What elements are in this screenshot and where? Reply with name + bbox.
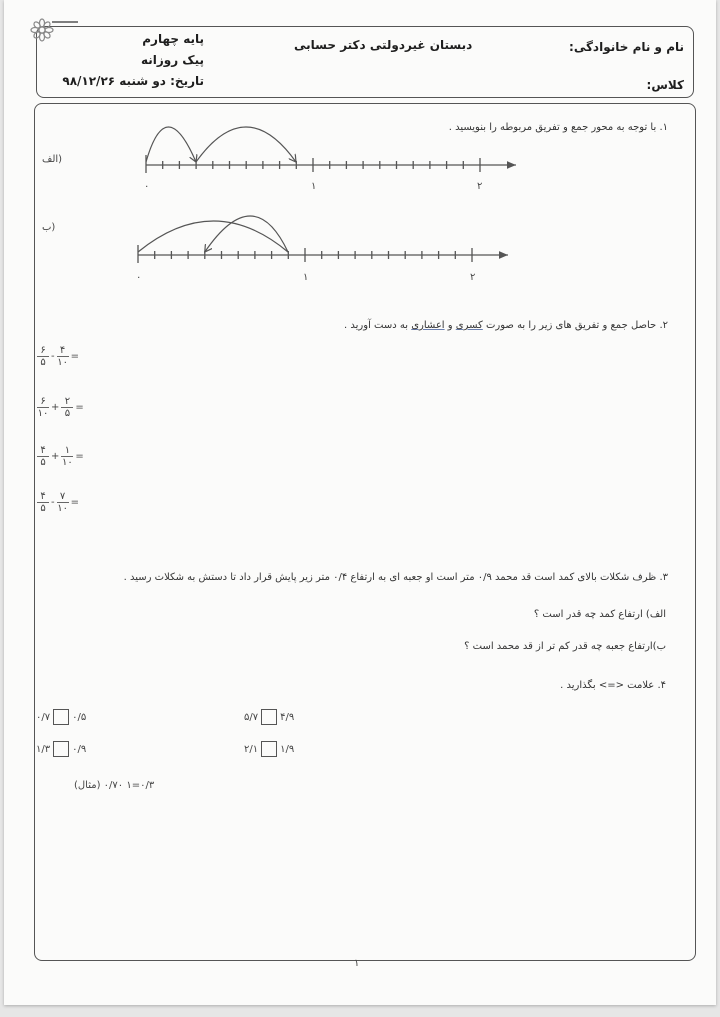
question-3-part-b: ب)ارتفاع جعبه چه قدر کم تر از قد محمد است ؟: [464, 641, 666, 652]
comparison-example: ۰/۳=۱ ۰/۷۰ (مثال): [74, 780, 155, 791]
numerator: ۶: [40, 396, 46, 407]
denominator: ۵: [40, 357, 46, 368]
comparison-value: ۰/۹: [72, 743, 87, 755]
exercise-1: [36, 345, 80, 368]
question-1-number: ۱.: [659, 122, 668, 133]
comparison-value: ۵/۷: [244, 711, 259, 723]
answer-box[interactable]: [261, 709, 277, 725]
numerator: ۶: [40, 345, 46, 356]
comparison-value: ۲/۱: [244, 743, 259, 755]
question-4-number: ۴.: [657, 680, 666, 691]
axis-b-label-2: ۲: [470, 272, 476, 283]
denominator: ۵: [64, 408, 71, 419]
axis-b-label-1: ۱: [303, 272, 309, 283]
worksheet-page: [4, 0, 716, 1005]
axis-a-label-2: ۲: [477, 181, 483, 192]
comparison-1: [244, 709, 294, 725]
grade-label: پایه چهارم: [142, 32, 204, 46]
date-label: تاریخ: دو شنبه ۹۸/۱۲/۲۶: [62, 74, 204, 88]
exercise-3: [36, 445, 85, 468]
question-2-text-after: به دست آورید .: [344, 320, 412, 331]
denominator: ۱۰: [62, 457, 73, 468]
operator: +: [51, 402, 60, 413]
question-2-number: ۲.: [659, 320, 668, 331]
operator: +: [51, 451, 60, 462]
answer-box[interactable]: [53, 709, 69, 725]
question-4: [560, 680, 666, 691]
question-3-number: ۳.: [659, 572, 668, 583]
comparison-value: ۰/۵: [72, 711, 87, 723]
question-3: [124, 572, 668, 583]
denominator: ۱۰: [57, 357, 68, 368]
word-fraction: کسری: [455, 320, 483, 331]
numerator: ۷: [59, 491, 66, 502]
question-3-part-a: الف) ارتفاع کمد چه قدر است ؟: [533, 609, 666, 620]
equals-sign: =: [70, 497, 79, 508]
equals-sign: =: [75, 451, 84, 462]
numerator: ۴: [40, 491, 46, 502]
axis-b-label-0: ۰: [136, 272, 142, 283]
worksheet-title: پیک روزانه: [140, 53, 204, 67]
school-name: دبستان غیردولتی دکتر حسابی: [294, 38, 473, 52]
question-2: [344, 320, 668, 331]
question-4-text: علامت <=> بگذارید .: [560, 680, 655, 691]
comparison-4: [36, 741, 86, 757]
part-b-label: (ب: [42, 222, 56, 233]
page-number: ۱: [354, 958, 360, 969]
operator: -: [51, 497, 55, 508]
denominator: ۵: [40, 457, 46, 468]
word-decimal: اعشاری: [411, 320, 445, 331]
numerator: ۴: [40, 445, 46, 456]
axis-a-label-0: ۰: [144, 181, 150, 192]
operator: -: [51, 351, 55, 362]
comparison-value: ۱/۹: [280, 743, 295, 755]
part-a-label: (الف: [42, 154, 63, 165]
numerator: ۱: [64, 445, 71, 456]
comparison-value: ۱/۳: [36, 743, 51, 755]
class-label: کلاس:: [646, 78, 684, 92]
question-3-text: ظرف شکلات بالای کمد است قد محمد ۰/۹ متر است او جعبه ای به ارتفاع ۰/۴ متر زیر پایش قرار داد تا دستش به شکلات رسید .: [123, 572, 657, 583]
student-name-label: نام و نام خانوادگی:: [569, 40, 684, 54]
comparison-3: [244, 741, 294, 757]
exercise-4: [36, 491, 80, 514]
equals-sign: =: [70, 351, 79, 362]
denominator: ۵: [40, 503, 46, 514]
answer-box[interactable]: [53, 741, 69, 757]
comparison-value: ۰/۷: [36, 711, 51, 723]
numerator: ۴: [59, 345, 66, 356]
comparison-2: [36, 709, 86, 725]
question-1-text: با توجه به محور جمع و تفریق مربوطه را بنویسید .: [448, 122, 657, 133]
word-and: و: [444, 320, 456, 331]
flower-logo-icon: [20, 8, 80, 58]
answer-box[interactable]: [261, 741, 277, 757]
denominator: ۱۰: [37, 408, 49, 419]
question-2-text-before: حاصل جمع و تفریق های زیر را به صورت: [482, 320, 657, 331]
numerator: ۲: [64, 396, 71, 407]
axis-a-label-1: ۱: [311, 181, 317, 192]
denominator: ۱۰: [57, 503, 68, 514]
exercise-2: [36, 396, 85, 419]
equals-sign: =: [75, 402, 84, 413]
number-line-b: [4, 200, 716, 500]
comparison-value: ۴/۹: [280, 711, 295, 723]
